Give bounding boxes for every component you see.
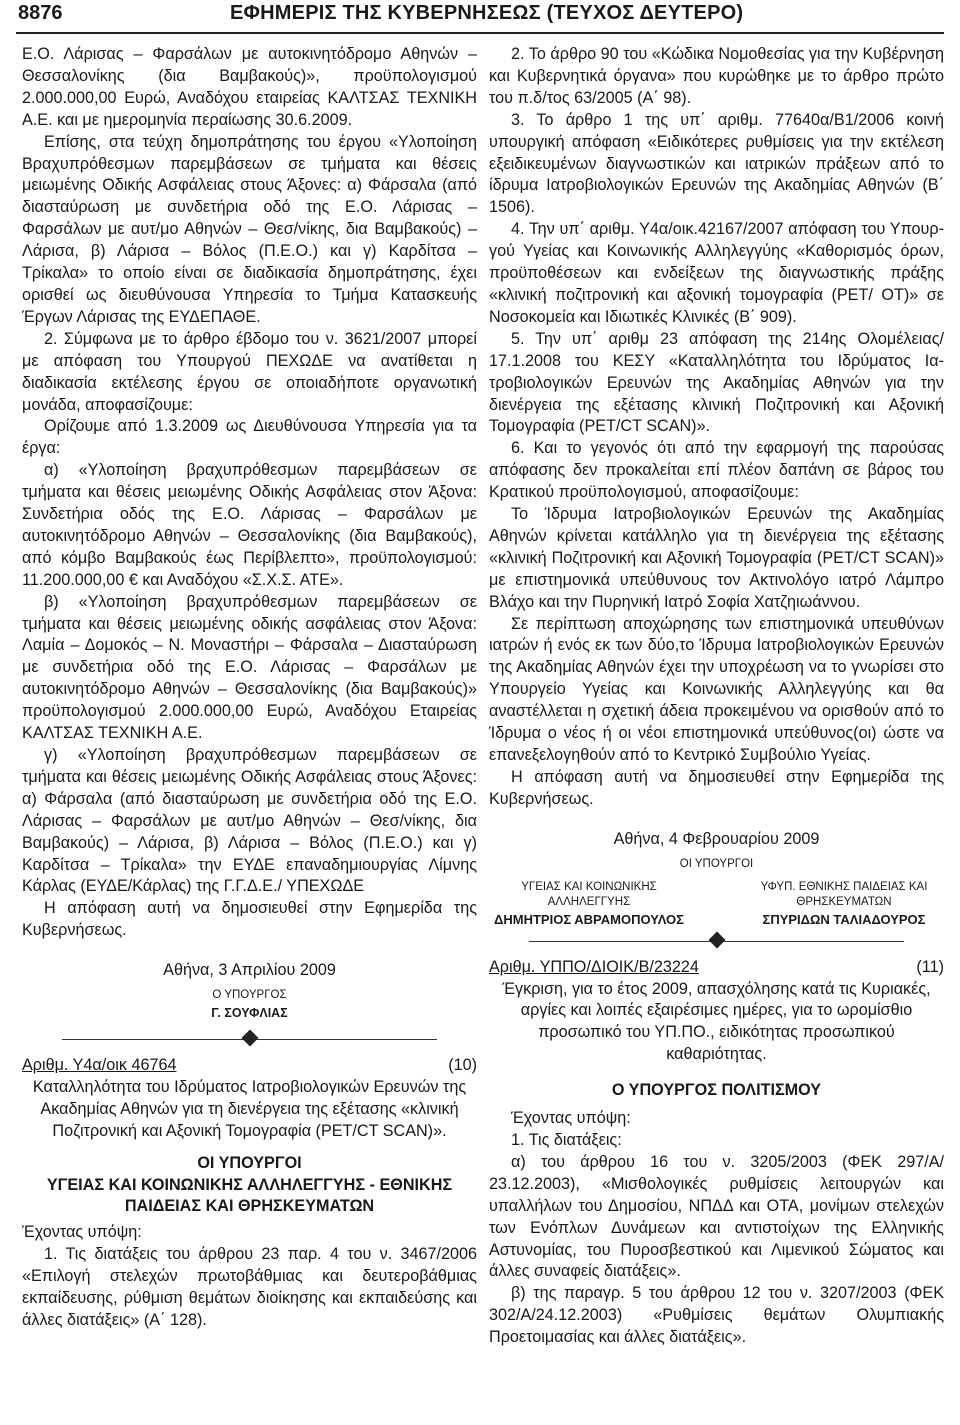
paragraph: 6. Και το γεγονός ότι από την εφαρμογή της παρούσας απόφασης δεν προκαλείται επί πλέον δαπάνη σε βάρος του Κρατικού προϋπολογισμού, αποφασίζουμε: [489, 439, 944, 502]
decision-title: Έγκριση, για το έτος 2009, απασχόλησης κατά τις Κυριακές, αργίες και λοιπές εξαιρέσιμες ημέρες, για το ωρομίσθιο προσωπικό του ΥΠ.ΠΟ., ειδικότητας προσωπικού καθαριότητας. [502, 979, 931, 1064]
minister-heading: Ο ΥΠΟΥΡΓΟΣ ΠΟΛΙΤΙΣΜΟΥ [611, 1081, 822, 1100]
paragraph: 2. Το άρθρο 90 του «Κώδικα Νομοθεσίας για την Κυβέρνηση και Κυβερνητικά όργανα» που κυρώθηκε με το άρθρο πρώτο του π.δ/τος 63/2005 (Α΄ 98). [489, 45, 944, 107]
signature-block [744, 880, 944, 927]
having-regard: Έχοντας υπόψη: [22, 1223, 142, 1242]
paragraph: Η απόφαση αυτή να δημοσιευθεί στην Εφημερίδα της Κυβερνήσεως. [489, 767, 944, 808]
header-rule [16, 32, 944, 34]
paragraph: Η απόφαση αυτή να δημοσιευθεί στην Εφημερίδα της Κυβερνήσεως. [22, 899, 477, 940]
decision-title: Καταλληλότητα του Ιδρύματος Ιατροβιολογικών Ερευνών της Ακαδημίας Αθηνών για τη διενέργεια της εξέτασης «κλινική Ποζιτρονική και Αξονική Τομογραφία (PET/CT SCAN)». [32, 1077, 467, 1140]
paragraph: β) «Υλοποίηση βραχυπρόθεσμων παρεμβάσεων σε τμήματα και θέσεις μειωμένης οδικής ασφάλειας στον Άξονα: Λαμία – Δομοκός – Ν. Μοναστήρι – Φάρσαλα – Διασταύρωση με συνδετήρια οδό της Ε.Ο. Λάρισας – Φαρσάλων με αυτοκινητόδρομο Αθηνών – Θεσσαλονίκης (δια Βαμβακούς)» προϋπολογισμού 2.000.000,00 Ευρώ, Αναδόχου Εταιρείας ΚΑΛΤΣΑΣ ΤΕΧΝΙΚΗ Α.Ε. [22, 592, 477, 743]
paragraph: 3. Το άρθρο 1 της υπ΄ αριθμ. 77640α/Β1/2006 κοινή υπουργική απόφαση «Ειδικότερες ρυθμίσεις για την εκτέλεση εξειδικευμένων διαγνωστικών και ιατρικών πράξεων από το ίδρυμα Ιατροβιολογικών Ερευνών της Ακαδημίας Αθηνών (Β΄ 1506). [489, 110, 944, 217]
paragraph: 1. Τις διατάξεις του άρθρου 23 παρ. 4 του ν. 3467/2006 «Επιλογή στελεχών πρωτοβάθμιας και δευτεροβάθμιας εκπαίδευσης, ρύθμιση θεμάτων διοίκησης και εκπαιδεύσης και άλλες διατάξεις» (Α΄ 128). [22, 1245, 477, 1329]
decision-index: (11) [916, 957, 944, 976]
paragraph: Ε.Ο. Λάρισας – Φαρσάλων με αυτοκινητόδρομο Αθηνών – Θεσσαλονίκης (δια Βαμβακούς)», προϋπολογισμού 2.000.000,00 Ευρώ, Αναδόχου εταιρείας ΚΑΛΤΣΑΣ ΤΕΧΝΙΚΗ Α.Ε. και με ημερομηνία περαίωσης 30.6.2009. [22, 45, 477, 129]
diamond-icon [241, 1029, 258, 1046]
signing-date: Αθήνα, 4 Φεβρουαρίου 2009 [613, 829, 820, 848]
paragraph: 2. Σύμφωνα με το άρθρο έβδομο του ν. 3621/2007 μπορεί με απόφαση του Υπουργού ΠΕΧΩΔΕ να ανατίθεται η διαδικασία εκτέλεσης έργου σε οποιαδήποτε οργανωτική μονάδα, αποφασίζουμε: [22, 329, 477, 414]
gazette-title: ΕΦΗΜΕΡΙΣ ΤΗΣ ΚΥΒΕΡΝΗΣΕΩΣ (ΤΕΥΧΟΣ ΔΕΥΤΕΡΟ) [230, 2, 744, 24]
decision-number: Αριθμ. ΥΠΠΟ/ΔΙΟΙΚ/Β/23224 [489, 957, 699, 976]
signature-block [489, 880, 689, 927]
decision-index: (10) [448, 1055, 477, 1074]
paragraph: β) της παραγρ. 5 του άρθρου 12 του ν. 3207/2003 (ΦΕΚ 302/Α/24.12.2003) «Ρυθμίσεις θεμάτων Ολυμπιακής Προετοιμασίας και άλλες διατάξεις». [489, 1284, 944, 1347]
decision-number: Αριθμ. Υ4α/οικ 46764 [22, 1055, 177, 1074]
decision-header [22, 1055, 477, 1077]
paragraph: Ορίζουμε από 1.3.2009 ως Διευθύνουσα Υπηρεσία για τα έργα: [22, 417, 477, 458]
diamond-icon [708, 931, 725, 948]
right-column [489, 44, 944, 1349]
signature-name: ΣΠΥΡΙΔΩΝ ΤΑΛΙΑΔΟΥΡΟΣ [762, 911, 926, 927]
paragraph: Το Ίδρυμα Ιατροβιολογικών Ερευνών της Ακαδημίας Αθηνών κρίνεται κατάλληλο για τη διενέργεια της εξέτασης «κλινική Ποζιτρονική και Αξονική Τομογραφία (PET/CT SCAN)» με επιστημονικά υπεύθυνους τον Ακτινολόγο ιατρό Λάμπρο Βλάχο και την Πυρηνική Ιατρό Σοφία Χατζηιωάννου. [489, 505, 944, 611]
paragraph: α) του άρθρου 16 του ν. 3205/2003 (ΦΕΚ 297/Α/ 23.12.2003), «Μισθολογικές ρυθμίσεις λειτουργών και υπαλλήλων του Δημοσίου, ΝΠΔΔ και ΟΤΑ, μονίμων στελεχών των Ενόπλων Δυνάμεων και αντιστοίχων της Ελληνικής Αστυνομίας, του Πυροσβεστικού και Λιμενικού Σώματος και άλλες συναφείς διατάξεις». [489, 1152, 944, 1281]
paragraph: Σε περίπτωση αποχώρησης των επιστημονικά υπευθύνων ιατρών ή ενός εκ των δύο,το Ίδρυμα Ιατροβιολογικών Ερευνών της Ακαδημίας Αθηνών έχει την υποχρέωση να το γνωρίσει στο Υπουργείο Υγείας και Κοινωνικής Αλληλεγγύης και θα αναστέλλεται η σχετική άδεια προκειμένου να ορισθούν από το Ίδρυμα ο νέος ή οι νέοι επιστημονικά υπεύθυνος(οι) ώστε να επανεξελογηθούν από το Κεντρικό Συμβούλιο Υγείας. [489, 614, 944, 764]
page-header [0, 0, 960, 42]
paragraph: Επίσης, στα τεύχη δημοπράτησης του έργου «Υλοποίηση Βραχυπρόθεσμων παρεμβάσεων σε τμήματα και θέσεις μειωμένης Οδικής Ασφάλειας στους Άξονες: α) Φάρσαλα (από διασταύρωση με συνδετήρια οδό της Ε.Ο. Λάρισας – Φαρσάλων με αυτ/μο Αθηνών – Θεσ/νίκης, δια Βαμβακούς) – Λάρισα, β) Λάρισα – Βόλος (Π.Ε.Ο.) και γ) Καρδίτσα – Τρίκαλα» το οποίο είναι σε διαδικασία δημοπράτησης, έχει ορισθεί ως διευθύνουσα Υπηρεσία το Τμήμα Κατασκευής Έργων Λάρισας της ΕΥΔΕΠΑΘΕ. [22, 132, 477, 326]
having-regard: Έχοντας υπόψη: [511, 1109, 631, 1128]
ministers-heading: ΟΙ ΥΠΟΥΡΓΟΙ [197, 1153, 302, 1172]
ministers-label: ΟΙ ΥΠΟΥΡΓΟΙ [679, 857, 754, 870]
section-separator [22, 1029, 477, 1051]
signature-name: ΔΗΜΗΤΡΙΟΣ ΑΒΡΑΜΟΠΟΥΛΟΣ [494, 911, 684, 927]
signatures [489, 880, 944, 927]
signature-title: ΥΦΥΠ. ΕΘΝΙΚΗΣ ΠΑΙΔΕΙΑΣ ΚΑΙ ΘΡΗΣΚΕΥΜΑΤΩΝ [760, 880, 928, 908]
paragraph: α) «Υλοποίηση βραχυπρόθεσμων παρεμβάσεων σε τμήματα και θέσεις μειωμένης Οδικής Ασφάλειας στον Άξονα: Συνδετήρια οδός της Ε.Ο. Λάρισας – Φαρσάλων με αυτοκινητόδρομο Αθηνών – Θεσσαλονίκης (δια Βαμβακούς), από κόμβο Βαμβακούς έως Περίβλεπτο», προϋπολογισμού: 11.200.000,00 € και Αναδόχου «Σ.Χ.Σ. ΑΤΕ». [22, 461, 477, 589]
left-column [22, 44, 477, 1332]
page-number: 8876 [18, 2, 63, 24]
section-separator [489, 931, 944, 953]
decision-header [489, 957, 944, 979]
ministries-heading: ΥΓΕΙΑΣ ΚΑΙ ΚΟΙΝΩΝΙΚΗΣ ΑΛΛΗΛΕΓΓΥΗΣ - ΕΘΝΙΚΗΣ ΠΑΙΔΕΙΑΣ ΚΑΙ ΘΡΗΣΚΕΥΜΑΤΩΝ [46, 1175, 453, 1216]
paragraph: 4. Την υπ΄ αριθμ. Υ4α/οικ.42167/2007 απόφαση του Υπουργού Υγείας και Κοινωνικής Αλληλεγγύης «Καθορισμός όρων, προϋποθέσεων και ενδείξεων της διαγνωστικής πράξης «κλινική ποζιτρονική και αξονική τομογραφία (PET/ ΟΤ)» σε Νοσοκομεία και Ιδιωτικές Κλινικές (Β΄ 909). [489, 220, 944, 326]
paragraph: γ) «Υλοποίηση βραχυπρόθεσμων παρεμβάσεων σε τμήματα και θέσεις μειωμένης Οδικής Ασφάλειας στους Άξονες: α) Φάρσαλα (από διασταύρωση με συνδετήρια οδό της Ε.Ο. Λάρισας – Φαρσάλων με αυτ/μο Αθηνών – Θεσ/νίκης, δια Βαμβακούς) – Λάρισα, β) Λάρισα – Βόλος (Π.Ε.Ο.) και γ) Καρδίτσα – Τρίκαλα» την ΕΥΔΕ επαναδημιουργίας Λίμνης Κάρλας (ΕΥΔΕ/Κάρλας) της Γ.Γ.Δ.Ε./ ΥΠΕΧΩΔΕ [22, 746, 477, 896]
paragraph: 5. Την υπ΄ αριθμ 23 απόφαση της 214ης Ολομέλειας/ 17.1.2008 του ΚΕΣΥ «Καταλληλότητα του Ιδρύματος Ιατροβιολογικών Ερευνών της Ακαδημίας Αθηνών για την διενέργεια της εξέτασης κλινική Ποζιτρονική και Αξονική Τομογραφία (PET/CT SCAN)». [489, 329, 944, 436]
minister-label: Ο ΥΠΟΥΡΓΟΣ [212, 989, 287, 1002]
signing-date: Αθήνα, 3 Απριλίου 2009 [163, 961, 336, 980]
minister-name: Γ. ΣΟΥΦΛΙΑΣ [211, 1006, 288, 1021]
signature-title: ΥΓΕΙΑΣ ΚΑΙ ΚΟΙΝΩΝΙΚΗΣ ΑΛΛΗΛΕΓΓΥΗΣ [521, 880, 657, 908]
paragraph: 1. Τις διατάξεις: [511, 1130, 622, 1149]
